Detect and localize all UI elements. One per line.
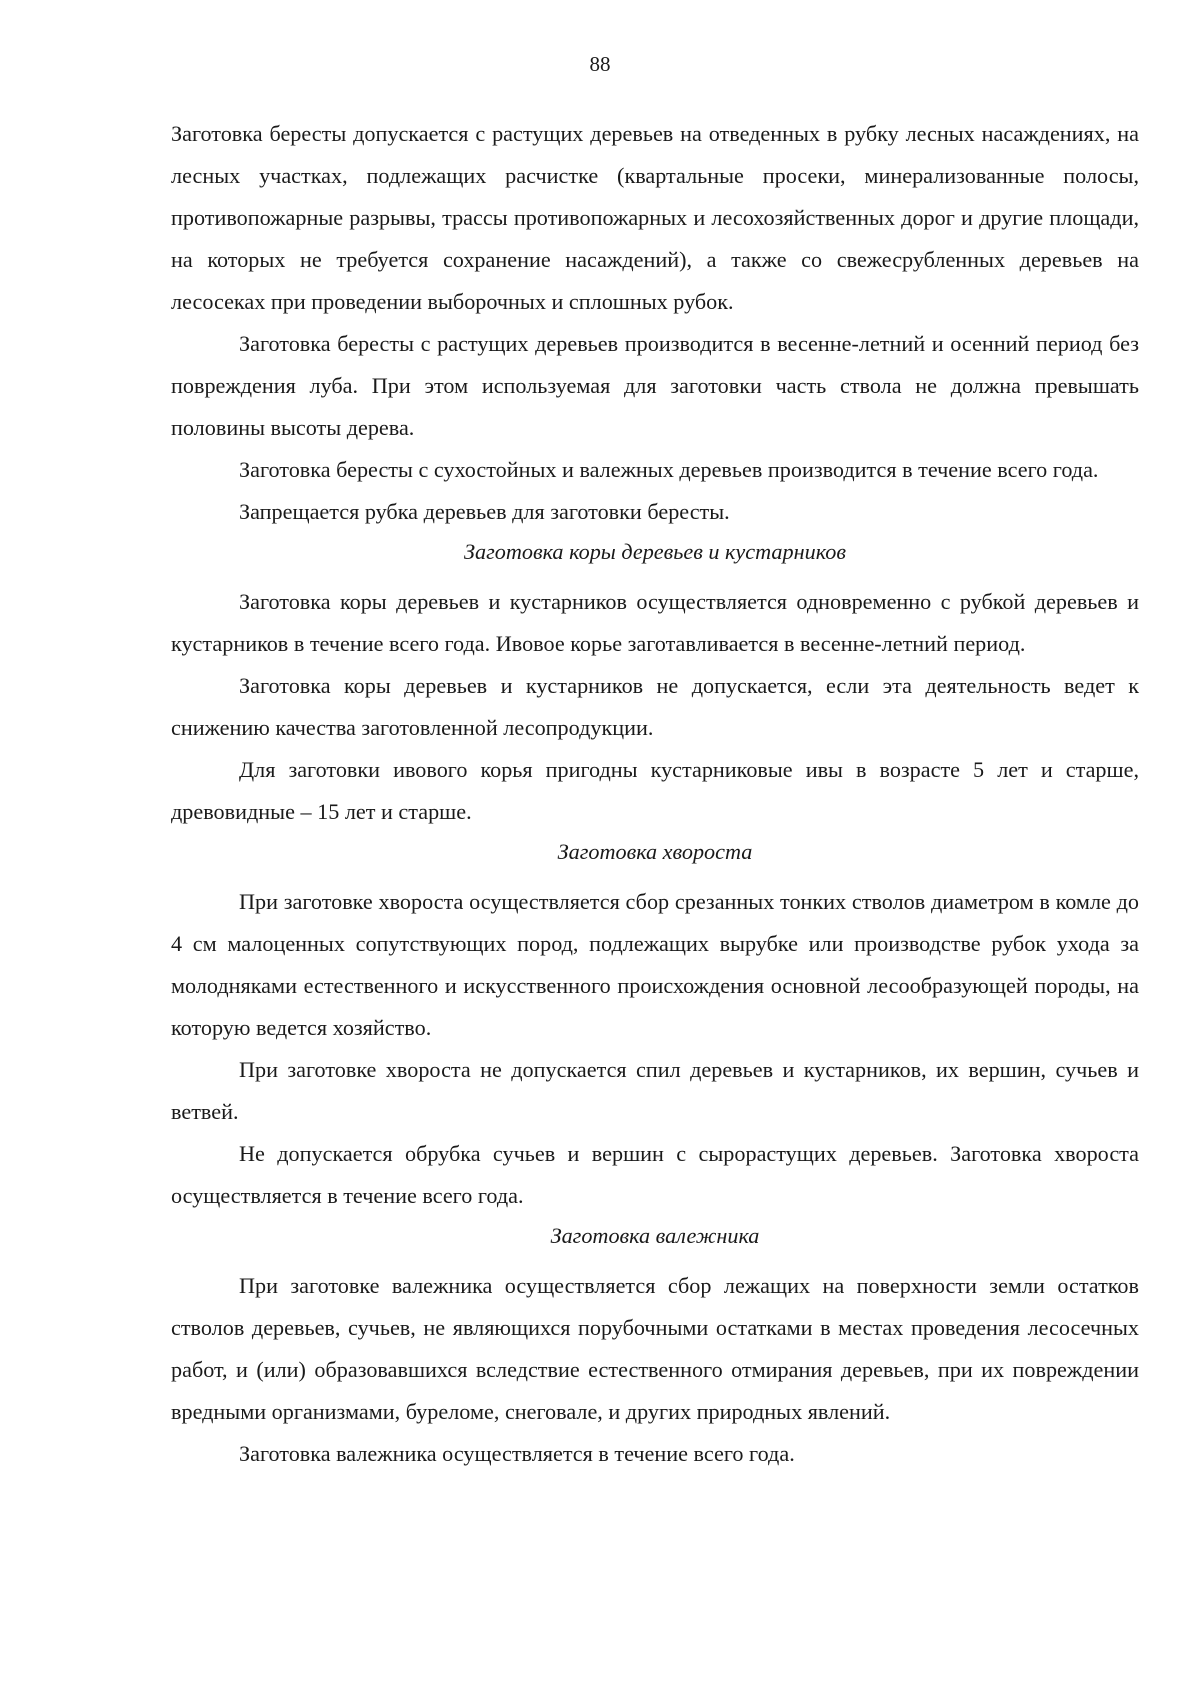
- section-heading: Заготовка коры деревьев и кустарников: [464, 539, 846, 564]
- paragraph: Заготовка бересты с растущих деревьев производится в весенне-летний и осенний период без повреждения луба. При этом используемая для заготовки часть ствола не должна превышать половины высоты дерева.: [171, 331, 1139, 440]
- document-body: [171, 113, 1139, 1475]
- section-heading: Заготовка хвороста: [557, 839, 753, 864]
- paragraph: Заготовка бересты допускается с растущих деревьев на отведенных в рубку лесных насаждениях, на лесных участках, подлежащих расчистке (квартальные просеки, минерализованные полосы, противопожарные разрывы, трассы противопожарных и лесохозяйственных дорог и другие площади, на которых не требуется сохранение насаждений), а также со свежесрубленных деревьев на лесосеках при проведении выборочных и сплошных рубок.: [171, 121, 1139, 314]
- paragraph: Заготовка коры деревьев и кустарников не допускается, если эта деятельность ведет к снижению качества заготовленной лесопродукции.: [171, 673, 1139, 740]
- paragraph: При заготовке валежника осуществляется сбор лежащих на поверхности земли остатков стволов деревьев, сучьев, не являющихся порубочными остатками в местах проведения лесосечных работ, и (или) образовавшихся вследствие естественного отмирания деревьев, при их повреждении вредными организмами, буреломе, снеговале, и других природных явлений.: [171, 1273, 1139, 1424]
- paragraph: Заготовка коры деревьев и кустарников осуществляется одновременно с рубкой деревьев и кустарников в течение всего года. Ивовое корье заготавливается в весенне-летний период.: [171, 589, 1139, 656]
- paragraph: При заготовке хвороста не допускается спил деревьев и кустарников, их вершин, сучьев и ветвей.: [171, 1057, 1139, 1124]
- paragraph: Запрещается рубка деревьев для заготовки бересты.: [239, 499, 730, 524]
- section-heading: Заготовка валежника: [550, 1223, 760, 1248]
- paragraph: Для заготовки ивового корья пригодны кустарниковые ивы в возрасте 5 лет и старше, древовидные – 15 лет и старше.: [171, 757, 1139, 824]
- paragraph: Не допускается обрубка сучьев и вершин с сырорастущих деревьев. Заготовка хвороста осуществляется в течение всего года.: [171, 1141, 1139, 1208]
- paragraph: Заготовка бересты с сухостойных и валежных деревьев производится в течение всего года.: [239, 457, 1099, 482]
- paragraph: Заготовка валежника осуществляется в течение всего года.: [239, 1441, 795, 1466]
- paragraph: При заготовке хвороста осуществляется сбор срезанных тонких стволов диаметром в комле до 4 см малоценных сопутствующих пород, подлежащих вырубке или производстве рубок ухода за молодняками естественного и искусственного происхождения основной лесообразующей породы, на которую ведется хозяйство.: [171, 889, 1139, 1040]
- page-number: 88: [589, 52, 611, 76]
